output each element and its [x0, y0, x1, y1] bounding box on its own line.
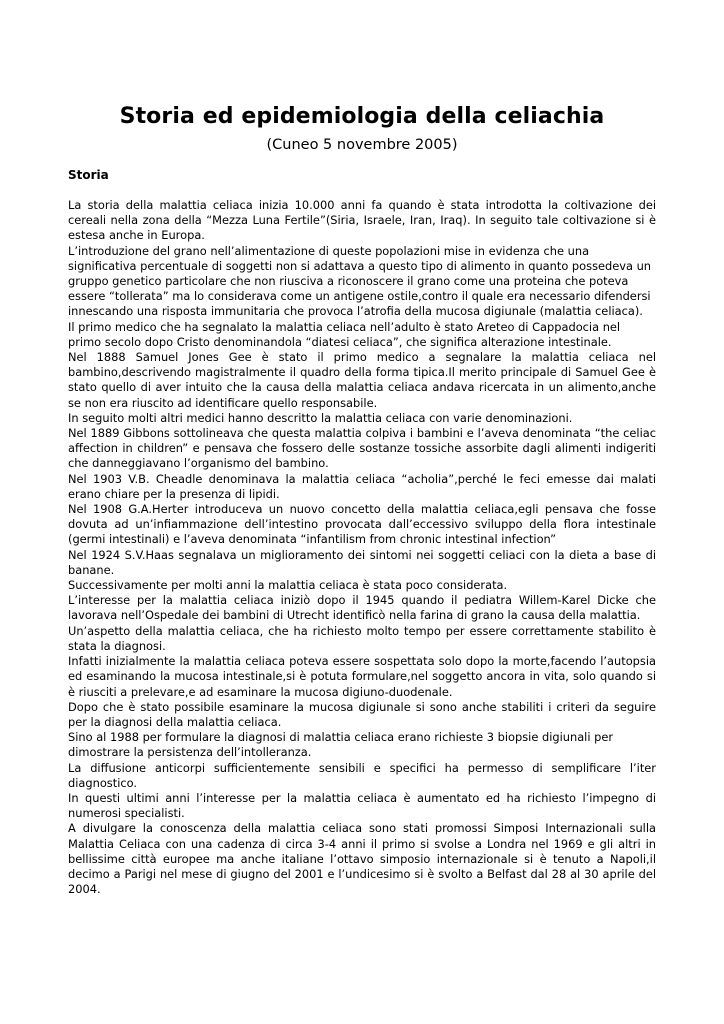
document-title: Storia ed epidemiologia della celiachia: [119, 104, 605, 129]
paragraph-7: Nel 1903 V.B. Cheadle denominava la malattia celiaca “acholia”,perché le feci emesse dai malati erano chiare per la presenza di lipidi.: [68, 471, 656, 501]
paragraph-2: L’introduzione del grano nell’alimentazione di queste popolazioni mise in evidenza che una significativa percentuale di soggetti non si adattava a questo tipo di alimento in quanto possedeva un gruppo genetico particolare che non riusciva a riconoscere il grano come una proteina che poteva essere “tollerata” ma lo considerava come un antigene ostile,contro il quale era necessario difendersi innescando una risposta immunitaria che provoca l’atrofia della mucosa digiunale (malattia celiaca).: [68, 243, 652, 319]
paragraph-14: Dopo che è stato possibile esaminare la mucosa digiunale si sono anche stabiliti i criteri da seguire per la diagnosi della malattia celiaca.: [68, 699, 656, 729]
paragraph-16: La diffusione anticorpi sufficientemente sensibili e specifici ha permesso di semplificare l’iter diagnostico.: [68, 760, 656, 790]
paragraph-6: Nel 1889 Gibbons sottolineava che questa malattia colpiva i bambini e l’aveva denominata “the celiac affection in children” e pensava che fossero delle sostanze tossiche assorbite dagli alimenti indigeriti che danneggiavano l’organismo del bambino.: [68, 426, 656, 471]
paragraph-9: Nel 1924 S.V.Haas segnalava un miglioramento dei sintomi nei soggetti celiaci con la dieta a base di banane.: [68, 547, 656, 577]
paragraph-18: A divulgare la conoscenza della malattia celiaca sono stati promossi Simposi Internazionali sulla Malattia Celiaca con una cadenza di circa 3-4 anni il primo si svolse a Londra nel 1969 e gli altri in bellissime città europee ma anche italiane l’ottavo simposio internazionale si è tenuto a Napoli,il decimo a Parigi nel mese di giugno del 2001 e l’undicesimo si è svolto a Belfast dal 28 al 30 aprile del 2004.: [68, 821, 656, 897]
paragraph-12: Un’aspetto della malattia celiaca, che ha richiesto molto tempo per essere correttamente stabilito è stata la diagnosi.: [68, 623, 656, 653]
paragraph-15: Sino al 1988 per formulare la diagnosi di malattia celiaca erano richieste 3 biopsie digiunali per dimostrare la persistenza dell’intolleranza.: [68, 730, 614, 760]
paragraph-10: Successivamente per molti anni la malattia celiaca è stata poco considerata.: [68, 578, 508, 593]
paragraph-3: Il primo medico che ha segnalato la malattia celiaca nell’adulto è stato Areteo di Cappadocia nel primo secolo dopo Cristo denominandola “diatesi celiaca”, che significa alterazione intestinale.: [68, 319, 621, 349]
paragraph-11: L’interesse per la malattia celiaca iniziò dopo il 1945 quando il pediatra Willem-Karel Dicke che lavorava nell’Ospedale dei bambini di Utrecht identificò nella farina di grano la causa della malattia.: [68, 593, 656, 623]
document-subtitle: (Cuneo 5 novembre 2005): [266, 137, 458, 153]
paragraph-5: In seguito molti altri medici hanno descritto la malattia celiaca con varie denominazioni.: [68, 410, 573, 425]
paragraph-13: Infatti inizialmente la malattia celiaca poteva essere sospettata solo dopo la morte,facendo l’autopsia ed esaminando la mucosa intestinale,si è potuta formulare,nel soggetto ancora in vita, solo quando si è riusciti a prelevare,e ad esaminare la mucosa digiuno-duodenale.: [68, 654, 656, 699]
document-page: [68, 102, 656, 897]
section-heading: Storia: [68, 168, 109, 182]
paragraph-8: Nel 1908 G.A.Herter introduceva un nuovo concetto della malattia celiaca,egli pensava che fosse dovuta ad un’infiammazione dell’intestino provocata dall’eccessivo sviluppo della flora intestinale (germi intestinali) e l’aveva denominata “infantilism from chronic intestinal infection”: [68, 502, 656, 547]
paragraph-4: Nel 1888 Samuel Jones Gee è stato il primo medico a segnalare la malattia celiaca nel bambino,descrivendo magistralmente il quadro della forma tipica.Il merito principale di Samuel Gee è stato quello di aver intuito che la causa della malattia celiaca andava ricercata in un alimento,anche se non era riuscito ad identificare quello responsabile.: [68, 350, 656, 410]
paragraph-1: La storia della malattia celiaca inizia 10.000 anni fa quando è stata introdotta la coltivazione dei cereali nella zona della “Mezza Luna Fertile”(Siria, Israele, Iran, Iraq). In seguito tale coltivazione si è estesa anche in Europa.: [68, 198, 656, 243]
paragraph-17: In questi ultimi anni l’interesse per la malattia celiaca è aumentato ed ha richiesto l’impegno di numerosi specialisti.: [68, 790, 656, 821]
body-text: [68, 198, 656, 897]
